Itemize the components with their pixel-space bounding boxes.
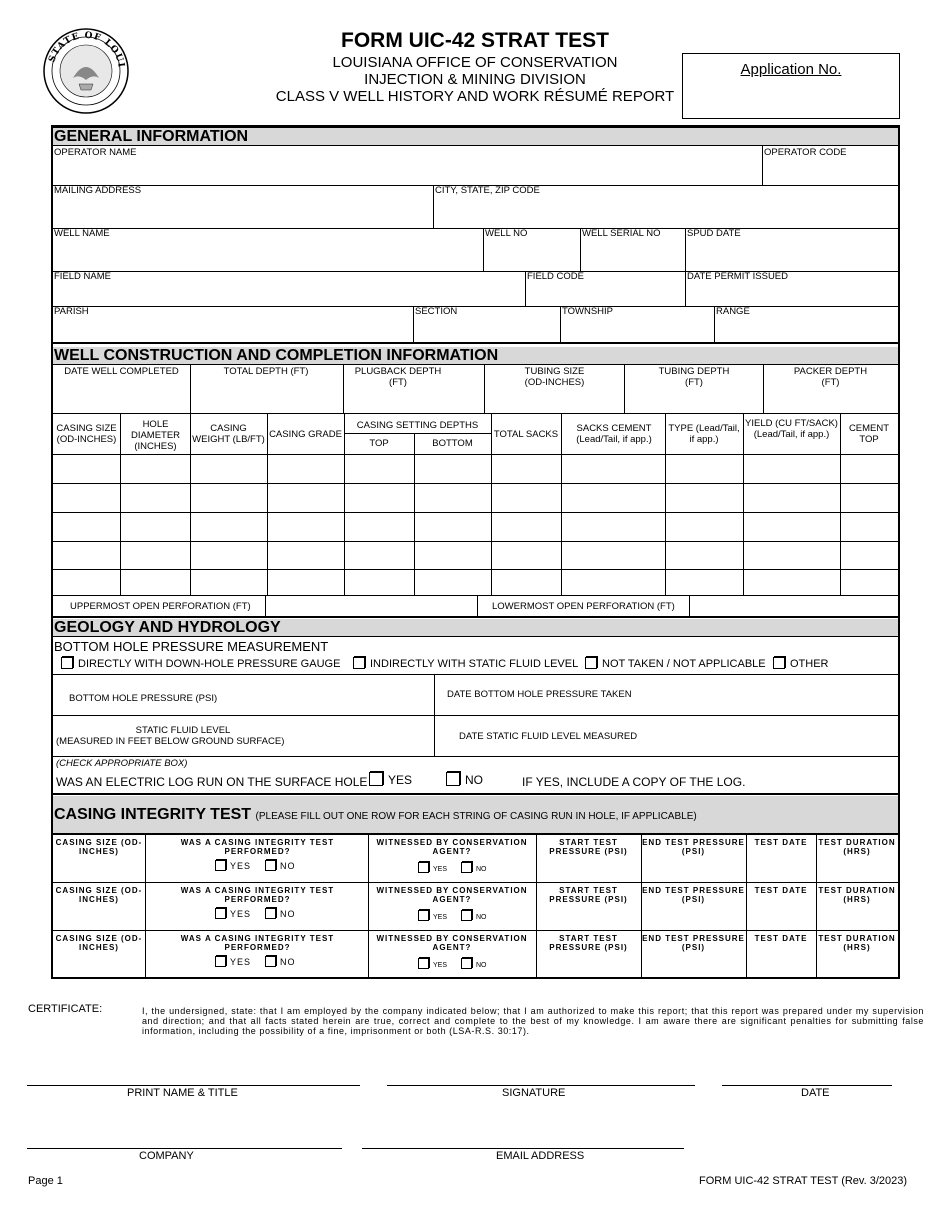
township-field[interactable]: TOWNSHIP	[562, 306, 614, 317]
range-field[interactable]: RANGE	[716, 306, 750, 317]
date-permit-issued-field[interactable]: DATE PERMIT ISSUED	[687, 271, 788, 282]
bhp-measurement-heading: BOTTOM HOLE PRESSURE MEASUREMENT	[54, 639, 329, 654]
yield-header: YIELD (CU FT/SACK) (Lead/Tail, if app.)	[745, 418, 838, 440]
ci-performed: WAS A CASING INTEGRITY TEST PERFORMED?	[180, 886, 335, 904]
field-name-field[interactable]: FIELD NAME	[54, 271, 112, 282]
ci-start-pressure[interactable]: START TEST PRESSURE (PSI)	[549, 886, 628, 904]
ci-witnessed-no[interactable]: NO	[461, 910, 487, 921]
mailing-address-field[interactable]: MAILING ADDRESS	[54, 185, 142, 196]
form-title: FORM UIC-42 STRAT TEST	[341, 29, 609, 52]
cement-top-header: CEMENT TOP	[848, 423, 890, 445]
elog-note: IF YES, INCLUDE A COPY OF THE LOG.	[522, 775, 746, 789]
bottom-header: BOTTOM	[432, 438, 473, 449]
ci-end-pressure[interactable]: END TEST PRESSURE (PSI)	[642, 838, 745, 856]
total-depth-field[interactable]: TOTAL DEPTH (FT)	[223, 366, 309, 377]
checkbox-icon[interactable]	[369, 772, 383, 786]
ci-witnessed-yes[interactable]: YES	[418, 910, 447, 921]
packer-depth-field[interactable]: PACKER DEPTH (FT)	[793, 366, 868, 388]
sacks-cement-header: SACKS CEMENT (Lead/Tail, if app.)	[576, 423, 652, 445]
parish-field[interactable]: PARISH	[54, 306, 89, 317]
checkbox-icon[interactable]	[353, 657, 365, 669]
construction-section-title: WELL CONSTRUCTION AND COMPLETION INFORMATION	[53, 347, 898, 365]
field-code-field[interactable]: FIELD CODE	[527, 271, 585, 282]
tubing-depth-field[interactable]: TUBING DEPTH (FT)	[658, 366, 730, 388]
form-header	[240, 28, 710, 105]
ci-end-pressure[interactable]: END TEST PRESSURE (PSI)	[642, 934, 745, 952]
general-section-title: GENERAL INFORMATION	[53, 128, 898, 146]
date-static-fluid-field[interactable]: DATE STATIC FLUID LEVEL MEASURED	[459, 731, 638, 742]
division-line: INJECTION & MINING DIVISION	[364, 71, 586, 88]
ci-test-date[interactable]: TEST DATE	[754, 886, 808, 895]
option-other[interactable]: OTHER	[773, 657, 829, 670]
page-number: Page 1	[28, 1175, 63, 1187]
checkbox-icon[interactable]	[215, 860, 226, 871]
operator-name-field[interactable]: OPERATOR NAME	[54, 147, 137, 158]
date-label: DATE	[801, 1087, 830, 1099]
checkbox-icon[interactable]	[585, 657, 597, 669]
geology-section-title: GEOLOGY AND HYDROLOGY	[53, 619, 898, 637]
total-sacks-header: TOTAL SACKS	[493, 429, 559, 440]
type-header: TYPE (Lead/Tail, if app.)	[668, 423, 740, 445]
checkbox-icon[interactable]	[418, 958, 429, 969]
hole-diameter-header: HOLE DIAMETER (INCHES)	[130, 419, 181, 452]
electric-log-question: WAS AN ELECTRIC LOG RUN ON THE SURFACE HOLE	[56, 775, 368, 789]
casing-integrity-title: CASING INTEGRITY TEST	[54, 806, 252, 823]
seal-text: STATE OF LOUI	[47, 30, 126, 69]
ci-witnessed-no[interactable]: NO	[461, 958, 487, 969]
static-fluid-level-field[interactable]: (MEASURED IN FEET BELOW GROUND SURFACE)	[56, 736, 285, 747]
ci-start-pressure[interactable]: START TEST PRESSURE (PSI)	[549, 934, 628, 952]
city-state-zip-field[interactable]: CITY, STATE, ZIP CODE	[435, 185, 540, 196]
agency-line: LOUISIANA OFFICE OF CONSERVATION	[332, 54, 618, 71]
email-field[interactable]	[362, 1125, 684, 1147]
checkbox-icon[interactable]	[418, 862, 429, 873]
casing-size-header: CASING SIZE (OD-INCHES)	[56, 423, 117, 445]
checkbox-icon[interactable]	[265, 860, 276, 871]
email-label: EMAIL ADDRESS	[496, 1150, 585, 1162]
print-name-field[interactable]	[27, 1062, 360, 1084]
casing-grade-header: CASING GRADE	[269, 429, 342, 440]
ci-test-date[interactable]: TEST DATE	[754, 934, 808, 943]
ci-test-date[interactable]: TEST DATE	[754, 838, 808, 847]
ci-witnessed: WITNESSED BY CONSERVATION AGENT?	[376, 934, 528, 952]
signature-label: SIGNATURE	[502, 1087, 566, 1099]
ci-performed: WAS A CASING INTEGRITY TEST PERFORMED?	[180, 838, 335, 856]
checkbox-icon[interactable]	[446, 772, 460, 786]
ci-test-duration[interactable]: TEST DURATION (HRS)	[818, 838, 896, 856]
tubing-size-field[interactable]: TUBING SIZE (OD-INCHES)	[524, 366, 585, 388]
section-field[interactable]: SECTION	[415, 306, 458, 317]
checkbox-icon[interactable]	[215, 956, 226, 967]
state-seal-logo	[43, 28, 129, 114]
date-well-completed-field[interactable]: DATE WELL COMPLETED	[64, 366, 179, 377]
form-body	[51, 125, 900, 979]
ci-casing-size[interactable]: CASING SIZE (OD- INCHES)	[55, 886, 143, 904]
checkbox-icon[interactable]	[61, 657, 73, 669]
checkbox-icon[interactable]	[773, 657, 785, 669]
ci-performed-yes[interactable]: YES	[215, 860, 251, 871]
ci-performed: WAS A CASING INTEGRITY TEST PERFORMED?	[180, 934, 335, 952]
casing-integrity-title-bar	[53, 796, 898, 833]
ci-witnessed-yes[interactable]: YES	[418, 958, 447, 969]
ci-performed-no[interactable]: NO	[265, 956, 296, 967]
ci-performed-yes[interactable]: YES	[215, 908, 251, 919]
uppermost-perforation-label: UPPERMOST OPEN PERFORATION (FT)	[70, 601, 251, 612]
checkbox-icon[interactable]	[265, 956, 276, 967]
elog-no-option[interactable]: NO	[446, 772, 483, 787]
lowermost-perforation-label: LOWERMOST OPEN PERFORATION (FT)	[492, 601, 675, 612]
ci-start-pressure[interactable]: START TEST PRESSURE (PSI)	[549, 838, 628, 856]
signature-field[interactable]	[387, 1062, 695, 1084]
checkbox-icon[interactable]	[215, 908, 226, 919]
plugback-depth-field[interactable]: PLUGBACK DEPTH (FT)	[354, 366, 442, 388]
bottom-hole-pressure-field[interactable]: BOTTOM HOLE PRESSURE (PSI)	[69, 693, 218, 704]
ci-performed-no[interactable]: NO	[265, 908, 296, 919]
ci-end-pressure[interactable]: END TEST PRESSURE (PSI)	[642, 886, 745, 904]
report-line: CLASS V WELL HISTORY AND WORK RÉSUMÉ REPORT	[275, 88, 675, 105]
ci-casing-size[interactable]: CASING SIZE (OD- INCHES)	[55, 934, 143, 952]
checkbox-icon[interactable]	[461, 958, 472, 969]
ci-performed-no[interactable]: NO	[265, 860, 296, 871]
spud-date-field[interactable]: SPUD DATE	[687, 228, 741, 239]
ci-test-duration[interactable]: TEST DURATION (HRS)	[818, 934, 896, 952]
ci-witnessed: WITNESSED BY CONSERVATION AGENT?	[376, 886, 528, 904]
casing-setting-depths-header: CASING SETTING DEPTHS	[356, 420, 479, 431]
print-name-label: PRINT NAME & TITLE	[127, 1087, 238, 1099]
ci-witnessed-no[interactable]: NO	[461, 862, 487, 873]
ci-casing-size[interactable]: CASING SIZE (OD- INCHES)	[55, 838, 143, 856]
option-static-fluid[interactable]: INDIRECTLY WITH STATIC FLUID LEVEL	[353, 657, 578, 670]
check-box-note: (CHECK APPROPRIATE BOX)	[56, 758, 188, 769]
ci-test-duration[interactable]: TEST DURATION (HRS)	[818, 886, 896, 904]
top-header: TOP	[369, 438, 389, 449]
well-name-field[interactable]: WELL NAME	[54, 228, 110, 239]
checkbox-icon[interactable]	[461, 910, 472, 921]
ci-witnessed-yes[interactable]: YES	[418, 862, 447, 873]
static-fluid-level-label: STATIC FLUID LEVEL	[135, 725, 231, 736]
form-revision: FORM UIC-42 STRAT TEST (Rev. 3/2023)	[699, 1175, 908, 1187]
option-downhole-gauge[interactable]: DIRECTLY WITH DOWN-HOLE PRESSURE GAUGE	[61, 657, 340, 670]
certificate-text: I, the undersigned, state: that I am employed by the company indicated below; that I am authorized to make this report; that this report was prepared under my supervision and direction; and that all facts stated herein are true, correct and complete to the best of my knowledge. I am aware there are significant penalties for submitting false information, including the possibility of a fine, imprisonment or both (LSA-R.S. 30:17).	[142, 1006, 924, 1036]
option-not-taken[interactable]: NOT TAKEN / NOT APPLICABLE	[585, 657, 766, 670]
operator-code-field[interactable]: OPERATOR CODE	[764, 147, 847, 158]
ci-witnessed: WITNESSED BY CONSERVATION AGENT?	[376, 838, 528, 856]
checkbox-icon[interactable]	[265, 908, 276, 919]
well-no-field[interactable]: WELL NO	[485, 228, 528, 239]
date-field[interactable]	[722, 1062, 892, 1084]
elog-yes-option[interactable]: YES	[369, 772, 412, 787]
ci-performed-yes[interactable]: YES	[215, 956, 251, 967]
casing-weight-header: CASING WEIGHT (LB/FT)	[192, 423, 265, 445]
date-bhp-taken-field[interactable]: DATE BOTTOM HOLE PRESSURE TAKEN	[447, 689, 632, 700]
certificate-label: CERTIFICATE:	[28, 1003, 103, 1015]
checkbox-icon[interactable]	[461, 862, 472, 873]
well-serial-no-field[interactable]: WELL SERIAL NO	[582, 228, 661, 239]
casing-integrity-subtitle: (PLEASE FILL OUT ONE ROW FOR EACH STRING OF CASING RUN IN HOLE, IF APPLICABLE)	[255, 811, 697, 822]
company-field[interactable]	[27, 1125, 342, 1147]
checkbox-icon[interactable]	[418, 910, 429, 921]
application-no-field[interactable]: Application No.	[682, 53, 900, 119]
company-label: COMPANY	[139, 1150, 194, 1162]
